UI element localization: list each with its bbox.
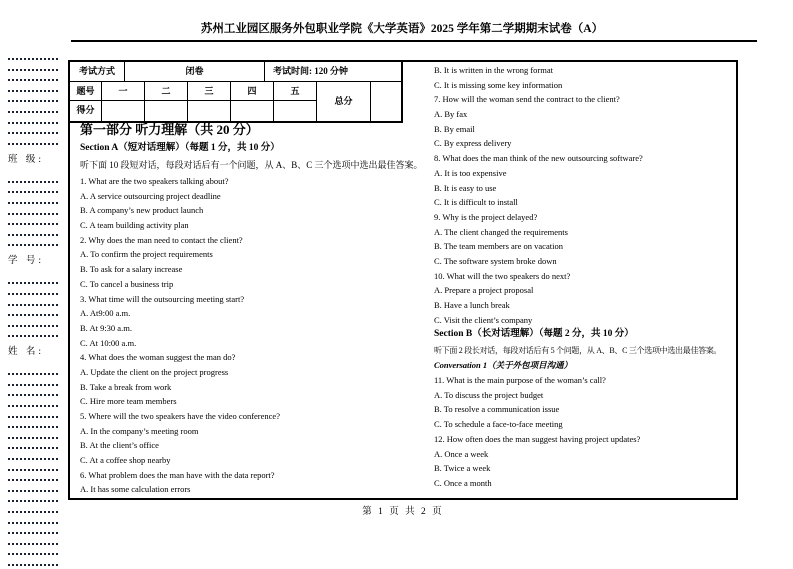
- text-line: B. By email: [434, 123, 475, 134]
- dotted-line: [8, 516, 58, 524]
- text-line: Conversation 1（关于外包项目沟通）: [434, 360, 573, 371]
- page-footer: 第 1 页 共 2 页: [362, 507, 444, 517]
- dotted-line-group: [8, 276, 64, 337]
- right-text-column: [434, 63, 734, 491]
- text-line: 2. Why does the man need to contact the client?: [80, 234, 243, 245]
- dotted-line: [8, 388, 58, 396]
- text-line: B. A company’s new product launch: [80, 205, 204, 216]
- dotted-line: [8, 526, 58, 534]
- dotted-line: [8, 185, 58, 193]
- total-score-cell: [371, 82, 401, 121]
- text-line: 8. What does the man think of the new outsourcing software?: [434, 153, 643, 164]
- info-table-left-grid: [70, 82, 317, 121]
- text-line: B. It is written in the wrong format: [434, 65, 553, 75]
- text-line: B. The team members are on vacation: [434, 241, 563, 252]
- score-cell: [145, 101, 188, 121]
- text-line: A. At9:00 a.m.: [80, 308, 131, 319]
- left-text-column: [80, 119, 423, 497]
- seal-section: [8, 175, 64, 267]
- dotted-line: [8, 73, 58, 81]
- dotted-line: [8, 420, 58, 428]
- text-line: C. Visit the client’s company: [434, 314, 533, 325]
- text-line: A. Prepare a project proposal: [434, 285, 534, 296]
- text-line: C. The software system broke down: [434, 255, 557, 266]
- seal-label: 班 级:: [8, 154, 45, 165]
- dotted-line: [8, 410, 58, 418]
- dotted-line-group: [8, 175, 64, 247]
- text-line: B. To ask for a salary increase: [80, 264, 183, 275]
- dotted-line: [8, 463, 58, 471]
- info-table-row-1: [70, 62, 401, 82]
- info-table-rows-2-3: [70, 82, 401, 121]
- question-number-row: [70, 82, 317, 102]
- text-line: 听下面 10 段短对话，每段对话后有一个问题，从 A、B、C 三个选项中选出最佳答案。: [80, 159, 423, 170]
- text-line: A. A service outsourcing project deadline: [80, 190, 221, 201]
- title-rule: [71, 40, 757, 42]
- dotted-line: [8, 298, 58, 306]
- text-line: 1. What are the two speakers talking about?: [80, 176, 229, 186]
- text-line: Section B（长对话理解）（每题 2 分，共 10 分）: [434, 329, 634, 340]
- dotted-line: [8, 441, 58, 449]
- text-line: C. At a coffee shop nearby: [80, 455, 171, 466]
- text-line: 4. What does the woman suggest the man do?: [80, 352, 236, 363]
- seal-label: 学 号:: [8, 256, 45, 267]
- dotted-line: [8, 452, 58, 460]
- dotted-line: [8, 94, 58, 102]
- text-line: A. To confirm the project requirements: [80, 249, 213, 260]
- part-number-cell: 二: [145, 82, 188, 102]
- dotted-line: [8, 276, 58, 284]
- text-line: B. At the client’s office: [80, 440, 159, 451]
- score-cell: [231, 101, 274, 121]
- exam-mode-label: 考试方式: [70, 62, 125, 82]
- dotted-line: [8, 238, 58, 246]
- dotted-line: [8, 63, 58, 71]
- seal-margin: [8, 52, 64, 569]
- dotted-line: [8, 537, 58, 545]
- text-line: 5. Where will the two speakers have the video conference?: [80, 411, 280, 421]
- part-number-cell: 一: [102, 82, 145, 102]
- dotted-line: [8, 399, 58, 407]
- text-line: A. The client changed the requirements: [434, 226, 568, 237]
- question-no-label: 题号: [70, 82, 102, 102]
- dotted-line-group: [8, 367, 64, 566]
- text-line: B. To resolve a communication issue: [434, 404, 560, 415]
- text-line: 听下面 2 段长对话，每段对话后有 5 个问题，从 A、B、C 三个选项中选出最佳答案。: [434, 345, 722, 355]
- dotted-line-group: [8, 52, 64, 145]
- dotted-line: [8, 287, 58, 295]
- text-line: B. Twice a week: [434, 463, 491, 474]
- text-line: 9. Why is the project delayed?: [434, 211, 538, 222]
- total-score-label: 总分: [317, 82, 371, 121]
- dotted-line: [8, 217, 58, 225]
- text-line: B. Take a break from work: [80, 381, 172, 392]
- dotted-line: [8, 473, 58, 481]
- dotted-line: [8, 319, 58, 327]
- text-line: A. It has some calculation errors: [80, 484, 191, 495]
- text-line: C. It is difficult to install: [434, 197, 518, 208]
- dotted-line: [8, 52, 58, 60]
- exam-info-table: [68, 60, 403, 123]
- dotted-line: [8, 308, 58, 316]
- part-number-cell: 三: [188, 82, 231, 102]
- dotted-line: [8, 207, 58, 215]
- dotted-line: [8, 367, 58, 375]
- text-line: C. At 10:00 a.m.: [80, 337, 137, 348]
- seal-label: 姓 名:: [8, 347, 45, 358]
- text-line: B. Have a lunch break: [434, 300, 510, 310]
- dotted-line: [8, 105, 58, 113]
- dotted-line: [8, 378, 58, 386]
- text-line: 7. How will the woman send the contract to the client?: [434, 94, 620, 105]
- dotted-line: [8, 494, 58, 502]
- dotted-line: [8, 137, 58, 145]
- score-cell: [274, 101, 317, 121]
- part-number-cell: 五: [274, 82, 317, 102]
- score-row: [70, 101, 317, 121]
- text-line: C. By express delivery: [434, 138, 512, 149]
- text-line: C. It is missing some key information: [434, 79, 563, 90]
- text-line: 11. What is the main purpose of the woman’s call?: [434, 375, 606, 386]
- dotted-line: [8, 196, 58, 204]
- dotted-line: [8, 505, 58, 513]
- score-label: 得分: [70, 101, 102, 121]
- text-line: A. It is too expensive: [434, 167, 507, 178]
- text-line: 第一部分 听力理解（共 20 分）: [80, 122, 259, 137]
- dotted-line: [8, 329, 58, 337]
- text-line: A. By fax: [434, 109, 468, 120]
- seal-section: [8, 367, 64, 566]
- text-line: A. Update the client on the project progress: [80, 366, 229, 377]
- score-cell: [102, 101, 145, 121]
- dotted-line: [8, 175, 58, 183]
- dotted-line: [8, 84, 58, 92]
- text-line: C. A team building activity plan: [80, 220, 189, 231]
- content-border: [68, 60, 738, 500]
- text-line: C. Once a month: [434, 477, 492, 488]
- text-line: 12. How often does the man suggest having project updates?: [434, 433, 641, 444]
- text-line: 3. What time will the outsourcing meeting start?: [80, 293, 245, 304]
- text-line: B. It is easy to use: [434, 182, 497, 193]
- text-line: Section A（短对话理解）（每题 1 分，共 10 分）: [80, 143, 280, 153]
- exam-time: 考试时间: 120 分钟: [265, 62, 401, 82]
- text-line: 6. What problem does the man have with the data report?: [80, 469, 275, 480]
- score-cell: [188, 101, 231, 121]
- seal-section: [8, 52, 64, 165]
- text-line: A. Once a week: [434, 448, 489, 459]
- page-title: 苏州工业园区服务外包职业学院《大学英语》2025 学年第二学期期末试卷（A）: [200, 23, 604, 35]
- text-line: C. Hire more team members: [80, 396, 177, 407]
- dotted-line: [8, 116, 58, 124]
- text-line: C. To schedule a face-to-face meeting: [434, 419, 563, 430]
- dotted-line: [8, 126, 58, 134]
- text-line: A. In the company’s meeting room: [80, 425, 199, 436]
- dotted-line: [8, 484, 58, 492]
- part-number-cell: 四: [231, 82, 274, 102]
- seal-section: [8, 276, 64, 357]
- dotted-line: [8, 228, 58, 236]
- text-line: A. To discuss the project budget: [434, 389, 544, 400]
- dotted-line: [8, 558, 58, 566]
- exam-mode-value: 闭卷: [125, 62, 265, 82]
- text-line: C. To cancel a business trip: [80, 278, 174, 289]
- text-line: 10. What will the two speakers do next?: [434, 270, 571, 281]
- text-line: B. At 9:30 a.m.: [80, 322, 132, 333]
- dotted-line: [8, 431, 58, 439]
